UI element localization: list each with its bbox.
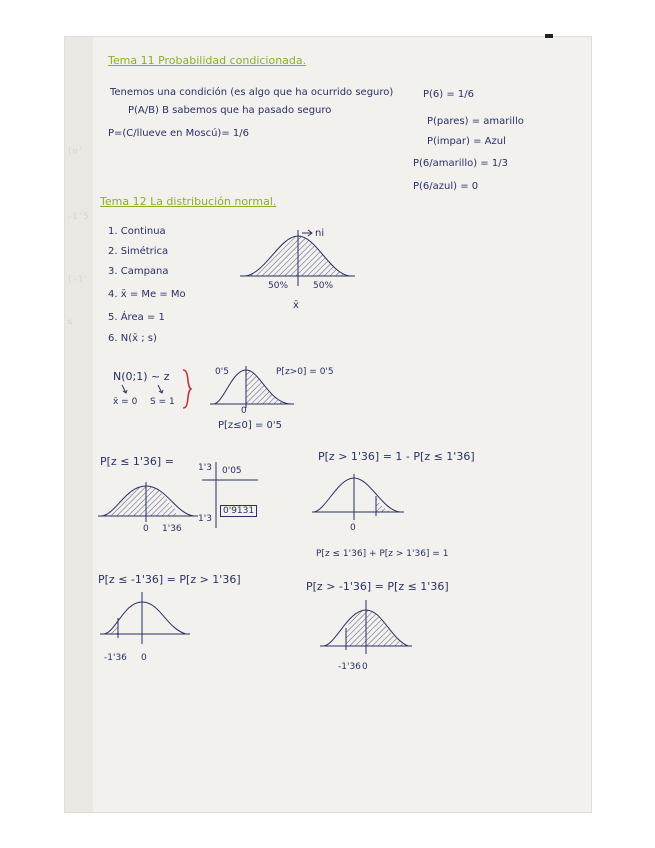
zero-tick: 0 [241, 406, 247, 416]
bleed-mark: [-1' [67, 275, 89, 285]
example3-tick-zero: 0 [141, 653, 147, 663]
bleed-mark: [o' [67, 147, 84, 157]
tema11-title: Tema 11 Probabilidad condicionada. [108, 54, 307, 67]
example3-curve [100, 588, 192, 652]
z-table-value: 0'9131 [220, 505, 257, 517]
example2-tick-zero: 0 [350, 523, 356, 533]
example1-title: P[z ≤ 1'36] = [100, 455, 174, 468]
example4-tick-neg136: -1'36 [338, 662, 361, 672]
page-corner-mark [545, 34, 553, 38]
prob-six-azul: P(6/azul) = 0 [413, 181, 479, 192]
curve-label-right: 50% [313, 281, 334, 291]
prob-six: P(6) = 1/6 [423, 89, 475, 100]
tema11-line1: Tenemos una condición (es algo que ha ocurrido seguro) [110, 87, 394, 98]
curve-label-ni: ni [315, 228, 325, 239]
prob-pares: P(pares) = amarillo [427, 116, 524, 127]
prob-z-gt-zero: P[z>0] = 0'5 [276, 367, 334, 377]
example2-curve [312, 468, 408, 538]
prob-z-le-zero: P[z≤0] = 0'5 [218, 420, 283, 431]
arrows-icon [118, 383, 178, 397]
curve-label-left: 50% [268, 281, 289, 291]
property-item: 6. N(x̄ ; s) [108, 333, 157, 344]
bleed-mark: -1'5 [67, 212, 89, 222]
example4-tick-zero: 0 [362, 662, 368, 672]
property-item: 1. Continua [108, 226, 166, 237]
example1-tick-zero: 0 [143, 524, 149, 534]
tema11-line2: P(A/B) B sabemos que ha pasado seguro [128, 105, 332, 116]
standard-normal-label: N(0;1) ~ z [113, 370, 170, 383]
mean-zero-label: x̄ = 0 [113, 397, 138, 407]
tema12-title: Tema 12 La distribución normal. [100, 195, 277, 208]
example3-title: P[z ≤ -1'36] = P[z > 1'36] [98, 573, 241, 586]
sd-one-label: S = 1 [150, 397, 175, 407]
example4-curve [320, 596, 412, 662]
brace-icon [180, 368, 194, 410]
example1-curve [98, 472, 198, 528]
z-table-col-header: 0'05 [222, 466, 242, 476]
bleed-mark: ≤ [67, 317, 73, 327]
example1-tick-136: 1'36 [162, 524, 182, 534]
example2-title: P[z > 1'36] = 1 - P[z ≤ 1'36] [318, 450, 475, 463]
property-item: 2. Simétrica [108, 246, 169, 257]
curve-label-xbar: x̄ [293, 300, 299, 311]
example4-title: P[z > -1'36] = P[z ≤ 1'36] [306, 580, 449, 593]
prob-impar: P(impar) = Azul [427, 136, 506, 147]
property-item: 3. Campana [108, 266, 169, 277]
example3-tick-neg136: -1'36 [104, 653, 127, 663]
property-item: 5. Área = 1 [108, 312, 165, 323]
normal-curve-diagram [240, 224, 360, 314]
notebook-page [65, 37, 591, 812]
z-table-row-label: 1'3 [198, 514, 212, 524]
example2-note: P[z ≤ 1'36] + P[z > 1'36] = 1 [316, 549, 449, 559]
half-area-label: 0'5 [215, 367, 229, 377]
prob-six-amarillo: P(6/amarillo) = 1/3 [413, 158, 508, 169]
tema11-line3: P=(C/llueve en Moscú)= 1/6 [108, 128, 249, 139]
property-item: 4. x̄ = Me = Mo [108, 289, 186, 300]
z-table-row-header: 1'3 [198, 463, 212, 473]
